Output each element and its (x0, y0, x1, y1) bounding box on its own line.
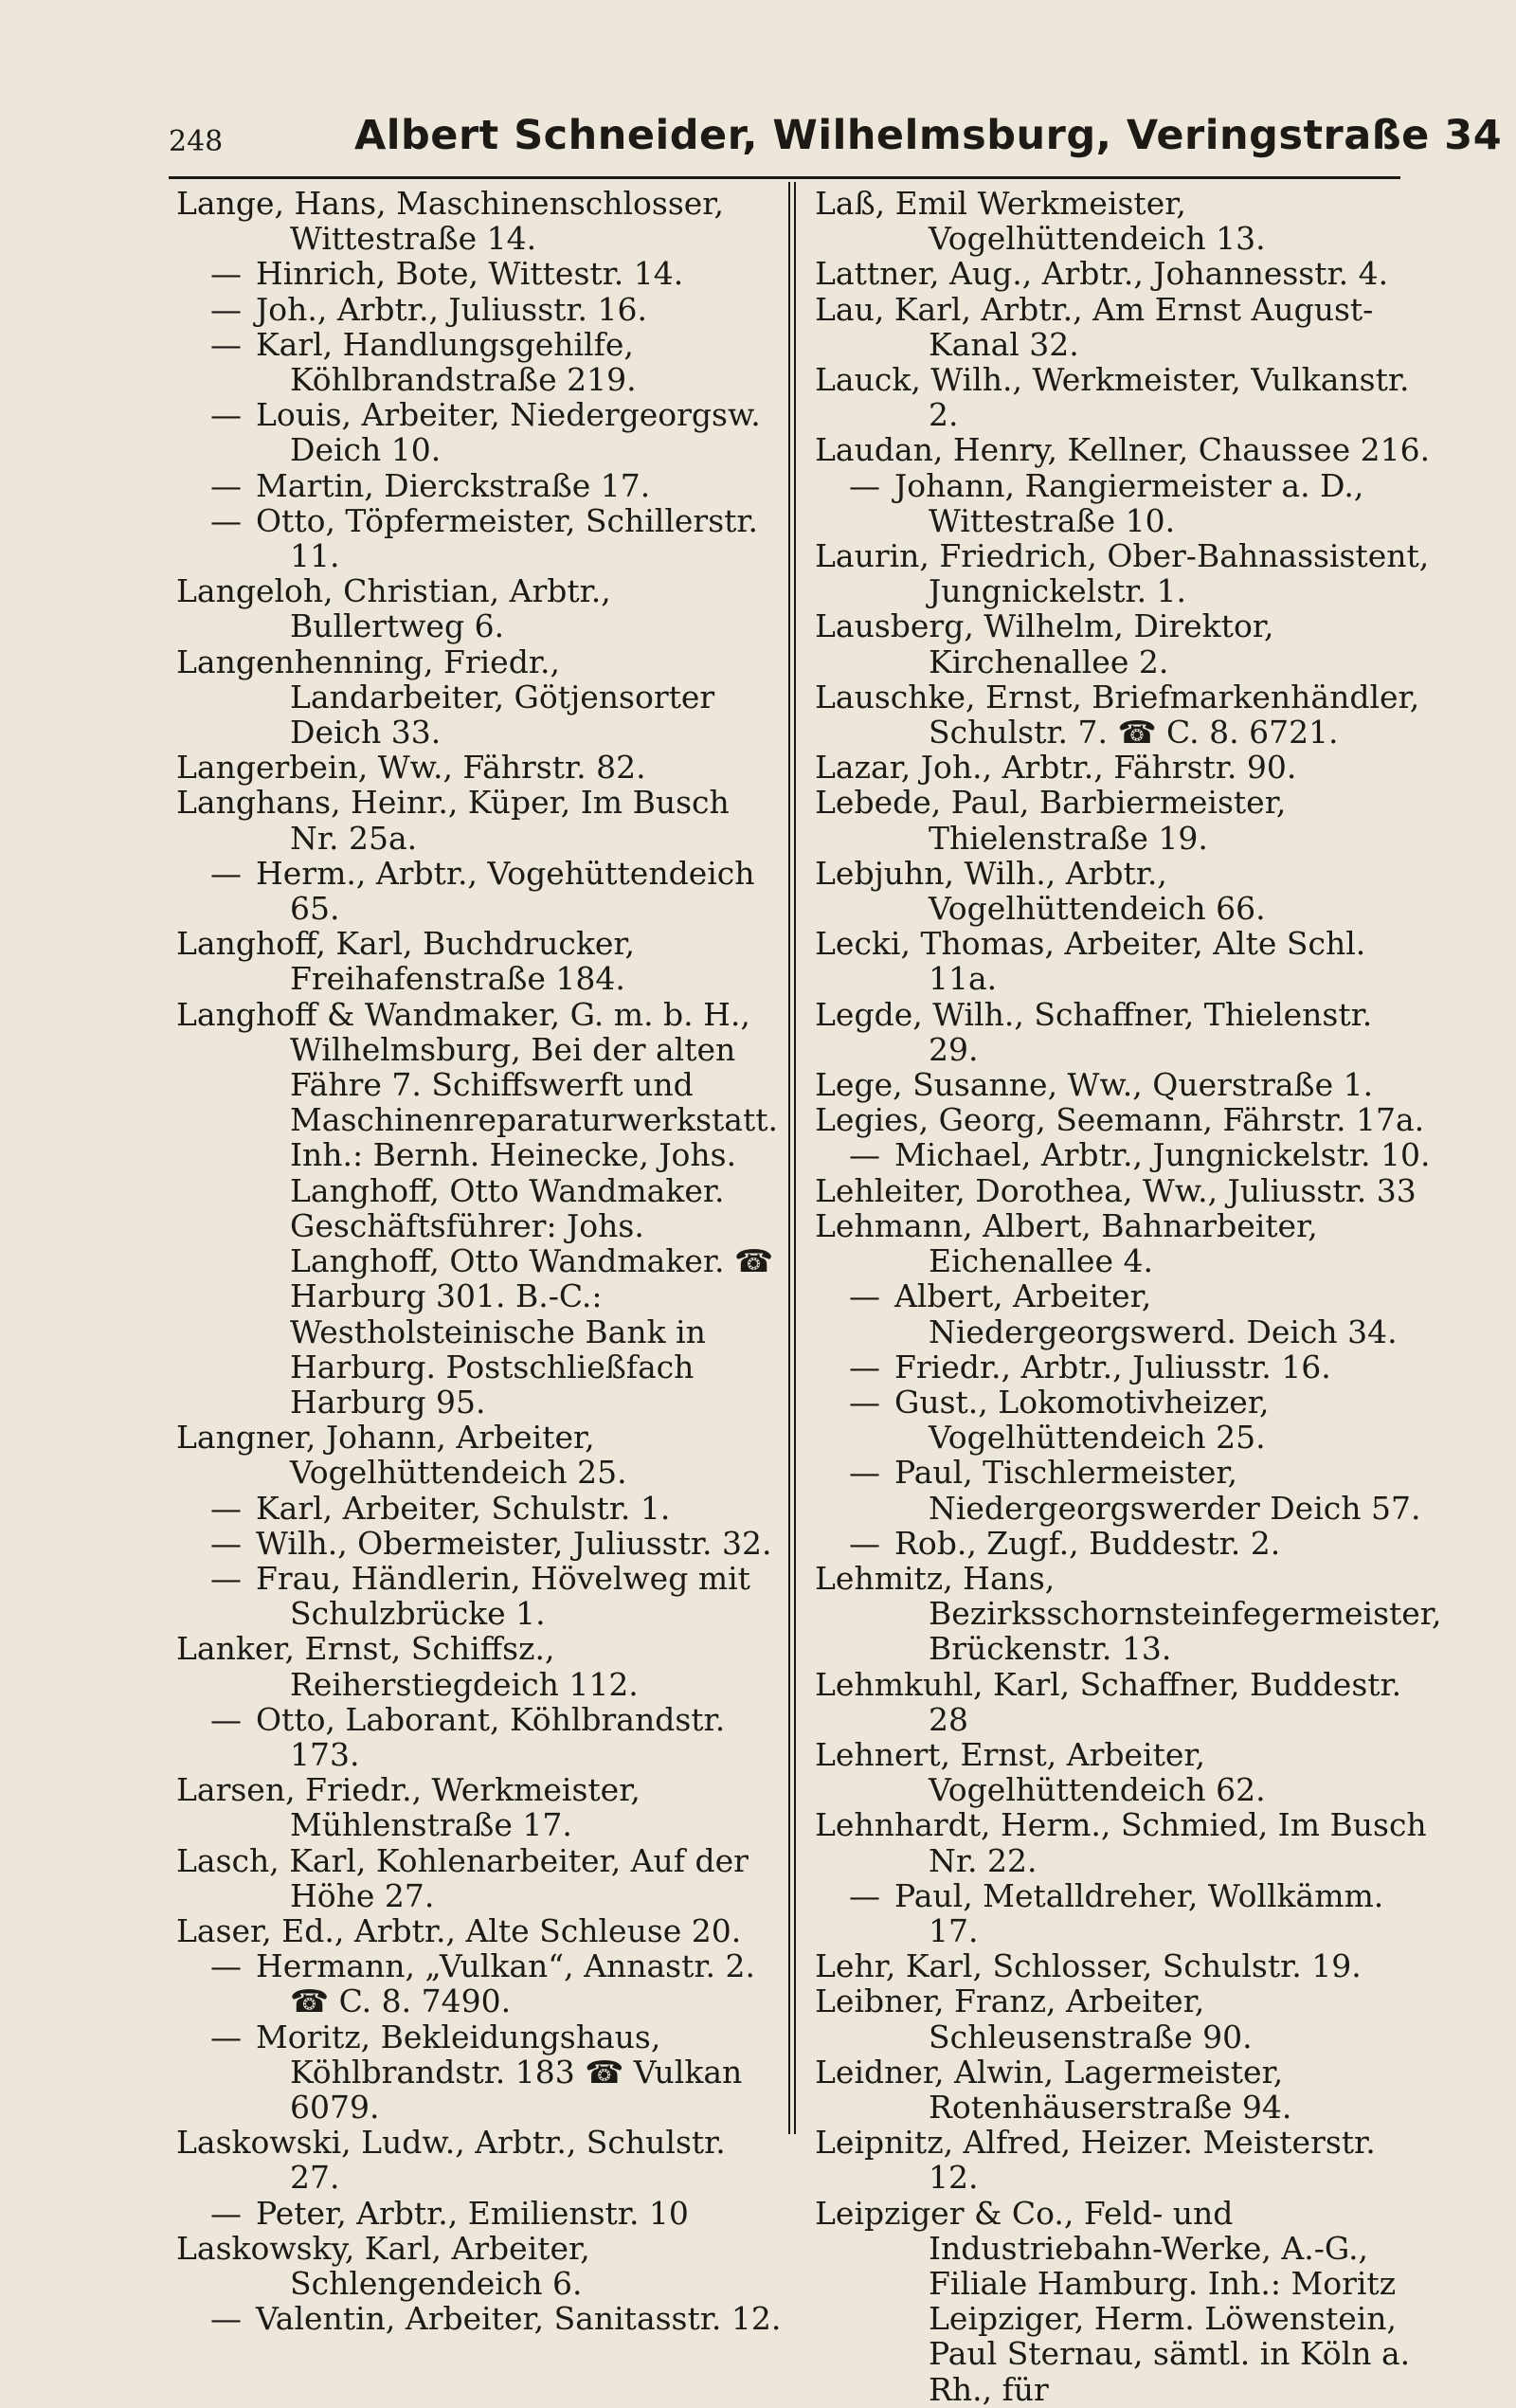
repeat-dash: — (210, 255, 242, 293)
directory-entry (815, 1878, 1431, 1948)
entry-text: Martin, Dierckstraße 17. (256, 466, 651, 504)
entry-text: Lebede, Paul, Barbiermeister, Thielenstraße 19. (815, 784, 1287, 857)
entry-text: Otto, Laborant, Köhlbrandstr. 173. (256, 1700, 726, 1773)
directory-entry (815, 926, 1431, 996)
repeat-dash: — (210, 396, 242, 434)
entry-text: Lehleiter, Dorothea, Ww., Juliusstr. 33 (815, 1171, 1417, 1209)
entry-text: Albert, Arbeiter, Niedergeorgswerd. Deich 34. (894, 1277, 1398, 1350)
directory-entry (815, 362, 1431, 432)
entry-text: Lazar, Joh., Arbtr., Fährstr. 90. (815, 749, 1297, 787)
directory-entry (176, 2231, 783, 2301)
repeat-dash: — (210, 501, 242, 539)
directory-entry (815, 256, 1431, 291)
directory-entry (176, 926, 783, 996)
entry-text: Friedr., Arbtr., Juliusstr. 16. (894, 1348, 1331, 1385)
entry-text: Leipziger & Co., Feld- und Industriebahn-Werke, A.-G., Filiale Hamburg. Inh.: Moritz Leipziger, Herm. Löwenstein, Paul Sternau, sämtl. in Köln a. Rh., für (815, 2194, 1411, 2408)
entry-text: Leipnitz, Alfred, Heizer. Meisterstr. 12. (815, 2124, 1376, 2197)
repeat-dash: — (849, 1383, 880, 1421)
directory-entry (815, 468, 1431, 538)
directory-entry (815, 1102, 1431, 1137)
page-number: 248 (169, 125, 224, 158)
directory-entry (815, 856, 1431, 926)
entry-text: Langhans, Heinr., Küper, Im Busch Nr. 25a. (176, 784, 730, 857)
repeat-dash: — (849, 1136, 880, 1174)
entry-text: Joh., Arbtr., Juliusstr. 16. (256, 290, 648, 328)
directory-entry (815, 1455, 1431, 1525)
entry-text: Moritz, Bekleidungshaus, Köhlbrandstr. 183 ☎ Vulkan 6079. (256, 2018, 743, 2126)
directory-entry (176, 1702, 783, 1772)
entry-text: Paul, Metalldreher, Wollkämm. 17. (894, 1876, 1384, 1949)
repeat-dash: — (210, 2300, 242, 2338)
directory-entry (176, 2196, 783, 2231)
entry-text: Lehr, Karl, Schlosser, Schulstr. 19. (815, 1947, 1362, 1985)
entry-text: Johann, Rangiermeister a. D., Wittestraße 10. (894, 466, 1364, 539)
entry-text: Herm., Arbtr., Vogehüttendeich 65. (256, 854, 755, 928)
directory-entry (815, 2196, 1431, 2407)
entry-text: Lecki, Thomas, Arbeiter, Alte Schl. 11a. (815, 925, 1366, 998)
entry-text: Lehmitz, Hans, Bezirksschornsteinfegermeister, Brückenstr. 13. (815, 1559, 1442, 1668)
directory-entry (176, 1772, 783, 1842)
entry-text: Lanker, Ernst, Schiffsz., Reiherstiegdeich 112. (176, 1630, 639, 1703)
column-divider (788, 182, 796, 2134)
repeat-dash: — (210, 325, 242, 363)
directory-entry (176, 644, 783, 751)
repeat-dash: — (210, 2194, 242, 2232)
entry-text: Hinrich, Bote, Wittestr. 14. (256, 255, 684, 293)
directory-entry (815, 608, 1431, 679)
repeat-dash: — (210, 2018, 242, 2055)
directory-entry (176, 1561, 783, 1631)
repeat-dash: — (849, 1524, 880, 1562)
entry-text: Langhoff & Wandmaker, G. m. b. H., Wilhelmsburg, Bei der alten Fähre 7. Schiffswerft und Maschinenreparaturwerkstatt. Inh.: Bernh. Heinecke, Johs. Langhoff, Otto Wandmaker. Geschäftsführer: Johs. Langhoff, Otto Wandmaker. ☎ Harburg 301. B.-C.: Westholsteinische Bank in Harburg. Postschließfach Harburg 95. (176, 995, 778, 1421)
directory-entry (815, 785, 1431, 855)
directory-entry (815, 1807, 1431, 1877)
repeat-dash: — (210, 1700, 242, 1738)
entry-text: Lattner, Aug., Arbtr., Johannesstr. 4. (815, 255, 1389, 293)
repeat-dash: — (849, 1277, 880, 1315)
directory-entry (176, 2301, 783, 2336)
entry-text: Langerbein, Ww., Fährstr. 82. (176, 749, 646, 787)
directory-entry (176, 468, 783, 503)
directory-entry (176, 2125, 783, 2195)
entry-text: Valentin, Arbeiter, Sanitasstr. 12. (256, 2300, 782, 2338)
entry-text: Karl, Handlungsgehilfe, Köhlbrandstraße 219. (256, 325, 637, 399)
directory-entry (815, 1983, 1431, 2054)
entry-text: Laser, Ed., Arbtr., Alte Schleuse 20. (176, 1911, 742, 1949)
directory-entry (815, 1526, 1431, 1561)
entry-text: Lehnert, Ernst, Arbeiter, Vogelhüttendeich 62. (815, 1735, 1266, 1809)
directory-entry (176, 1420, 783, 1490)
entry-text: Frau, Händlerin, Hövelweg mit Schulzbrücke 1. (256, 1559, 750, 1633)
repeat-dash: — (210, 1524, 242, 1562)
entry-text: Karl, Arbeiter, Schulstr. 1. (256, 1489, 671, 1527)
entry-text: Gust., Lokomotivheizer, Vogelhüttendeich 25. (894, 1383, 1270, 1457)
directory-entry (176, 1526, 783, 1561)
entry-text: Lege, Susanne, Ww., Querstraße 1. (815, 1066, 1374, 1104)
directory-entry (176, 292, 783, 327)
entry-text: Lebjuhn, Wilh., Arbtr., Vogelhüttendeich 66. (815, 854, 1266, 928)
directory-entry (176, 573, 783, 643)
directory-entry (815, 679, 1431, 750)
entry-text: Rob., Zugf., Buddestr. 2. (894, 1524, 1281, 1562)
directory-entry (176, 856, 783, 926)
directory-entry (815, 432, 1431, 467)
repeat-dash: — (210, 854, 242, 892)
directory-entry (176, 186, 783, 256)
entry-text: Langner, Johann, Arbeiter, Vogelhüttendeich 25. (176, 1419, 627, 1492)
entry-text: Lange, Hans, Maschinenschlosser, Wittestraße 14. (176, 185, 724, 258)
entry-text: Lasch, Karl, Kohlenarbeiter, Auf der Höhe 27. (176, 1841, 749, 1914)
repeat-dash: — (210, 466, 242, 504)
directory-entry (815, 1067, 1431, 1102)
entry-text: Larsen, Friedr., Werkmeister, Mühlenstraße 17. (176, 1771, 641, 1844)
directory-entry (815, 1278, 1431, 1349)
entry-text: Laudan, Henry, Kellner, Chaussee 216. (815, 431, 1431, 469)
entry-text: Legde, Wilh., Schaffner, Thielenstr. 29. (815, 995, 1373, 1068)
directory-entry (176, 327, 783, 397)
running-title: Albert Schneider, Wilhelmsburg, Veringstraße 34 (354, 112, 1503, 159)
directory-entry (815, 1349, 1431, 1385)
entry-text: Paul, Tischlermeister, Niedergeorgswerder Deich 57. (894, 1454, 1421, 1527)
entry-text: Otto, Töpfermeister, Schillerstr. 11. (256, 501, 759, 575)
repeat-dash: — (849, 1348, 880, 1385)
directory-entry (815, 1948, 1431, 1983)
directory-entry (815, 292, 1431, 362)
entry-text: Lehmkuhl, Karl, Schaffner, Buddestr. 28 (815, 1665, 1402, 1738)
entry-text: Lausberg, Wilhelm, Direktor, Kirchenallee 2. (815, 607, 1274, 680)
directory-entry (176, 397, 783, 467)
entry-text: Legies, Georg, Seemann, Fährstr. 17a. (815, 1101, 1425, 1139)
directory-entry (815, 1737, 1431, 1807)
directory-entry (176, 1843, 783, 1913)
entry-text: Leibner, Franz, Arbeiter, Schleusenstraße 90. (815, 1983, 1253, 2055)
entry-text: Lau, Karl, Arbtr., Am Ernst August-Kanal 32. (815, 290, 1374, 363)
right-column (815, 185, 1442, 2408)
entry-text: Hermann, „Vulkan“, Annastr. 2. ☎ C. 8. 7490. (256, 1947, 755, 2020)
repeat-dash: — (849, 1454, 880, 1492)
entry-text: Peter, Arbtr., Emilienstr. 10 (256, 2194, 689, 2232)
directory-entry (176, 1631, 783, 1701)
directory-entry (815, 1173, 1431, 1208)
header-rule (169, 176, 1400, 179)
entry-text: Laß, Emil Werkmeister, Vogelhüttendeich 13. (815, 185, 1266, 258)
directory-entry (815, 2055, 1431, 2125)
page-header (169, 112, 1503, 171)
entry-text: Langhoff, Karl, Buchdrucker, Freihafenstraße 184. (176, 925, 636, 998)
entry-text: Lauck, Wilh., Werkmeister, Vulkanstr. 2. (815, 361, 1410, 434)
entry-text: Laskowski, Ludw., Arbtr., Schulstr. 27. (176, 2124, 726, 2197)
directory-entry (176, 2019, 783, 2126)
repeat-dash: — (210, 1559, 242, 1597)
directory-entry (176, 1491, 783, 1526)
entry-text: Laskowsky, Karl, Arbeiter, Schlengendeich 6. (176, 2229, 590, 2302)
entry-text: Lehnhardt, Herm., Schmied, Im Busch Nr. 22. (815, 1806, 1427, 1879)
directory-entry (176, 1948, 783, 2019)
entry-text: Lauschke, Ernst, Briefmarkenhändler, Schulstr. 7. ☎ C. 8. 6721. (815, 678, 1420, 751)
directory-entry (815, 186, 1431, 256)
directory-entry (176, 1913, 783, 1948)
directory-entry (815, 997, 1431, 1067)
entry-text: Laurin, Friedrich, Ober-Bahnassistent, Jungnickelstr. 1. (815, 537, 1430, 610)
directory-entry (176, 503, 783, 573)
entry-text: Lehmann, Albert, Bahnarbeiter, Eichenallee 4. (815, 1206, 1318, 1280)
entry-text: Wilh., Obermeister, Juliusstr. 32. (256, 1524, 772, 1562)
directory-entry (176, 256, 783, 291)
directory-entry (815, 1208, 1431, 1278)
directory-entry (815, 1667, 1431, 1737)
entry-text: Leidner, Alwin, Lagermeister, Rotenhäuserstraße 94. (815, 2053, 1292, 2126)
directory-entry (176, 785, 783, 855)
repeat-dash: — (849, 466, 880, 504)
directory-entry (176, 750, 783, 785)
entry-text: Langeloh, Christian, Arbtr., Bullertweg 6. (176, 572, 611, 645)
entry-text: Langenhenning, Friedr., Landarbeiter, Götjensorter Deich 33. (176, 643, 715, 751)
repeat-dash: — (210, 1489, 242, 1527)
directory-entry (815, 1559, 1442, 1668)
directory-entry (815, 538, 1431, 608)
directory-entry (815, 1385, 1431, 1455)
entry-text: Louis, Arbeiter, Niedergeorgsw. Deich 10. (256, 396, 761, 469)
repeat-dash: — (849, 1876, 880, 1914)
repeat-dash: — (210, 290, 242, 328)
directory-entry (176, 997, 783, 1420)
repeat-dash: — (210, 1947, 242, 1985)
left-column (176, 186, 783, 2336)
entry-text: Michael, Arbtr., Jungnickelstr. 10. (894, 1136, 1431, 1174)
directory-entry (815, 2125, 1431, 2195)
directory-entry (815, 750, 1431, 785)
directory-entry (815, 1137, 1431, 1172)
